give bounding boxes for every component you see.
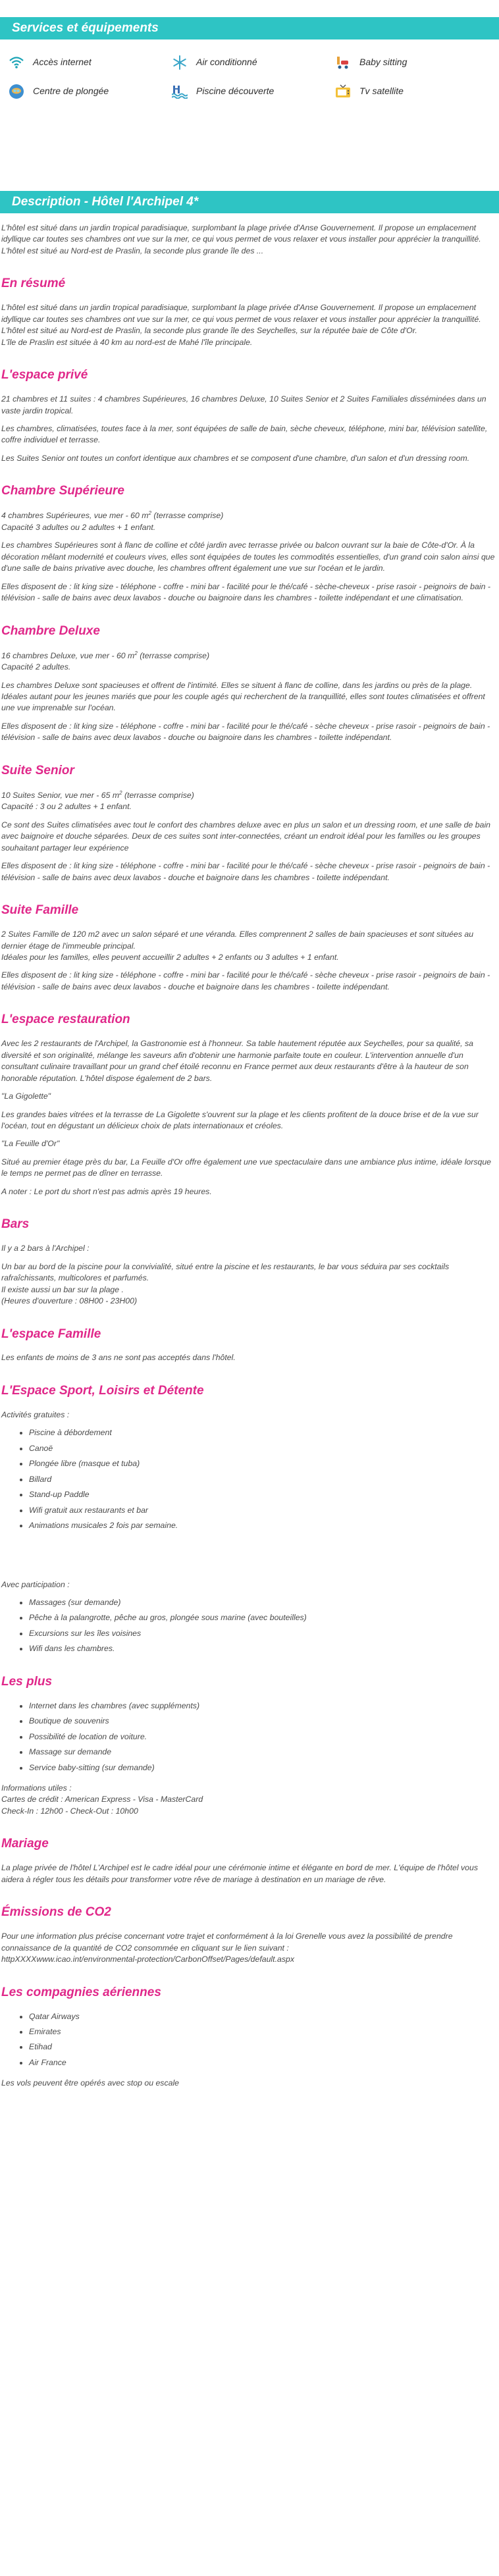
airlines-note: Les vols peuvent être opérés avec stop ou escale	[1, 2078, 180, 2088]
paragraph: Pour une information plus précise concernant votre trajet et conformément à la loi Grenelle vous avez la possibilité de prendre connaissance de la quantité de CO2 consommée en cliquant sur le lien suivant : httpXXXXwww.icao.int/environmental-protection/CarbonOffset/Pages/default.aspx	[1, 1932, 453, 1964]
amenity-label: Piscine découverte	[196, 86, 275, 97]
paragraph: Les enfants de moins de 3 ans ne sont pas acceptés dans l'hôtel.	[1, 1353, 236, 1363]
list-item: • Wifi dans les chambres.	[29, 1643, 498, 1654]
room-spec: 4 chambres Supérieures, vue mer - 60 $m^2$ (terrasse comprise) Capacité 3 adultes ou 2 adultes + 1 enfant.	[1, 510, 224, 532]
paragraph: 21 chambres et 11 suites : 4 chambres Supérieures, 16 chambres Deluxe, 10 Suites Senior et 2 Suites Familiales disséminées dans un vaste jardin tropical.	[1, 394, 486, 415]
airlines-list	[29, 2011, 498, 2069]
amenity-label: Accès internet	[33, 57, 92, 68]
section-heading-suite-famille: Suite Famille	[1, 903, 79, 918]
amenity-baby-sitting	[334, 54, 498, 71]
intro-paragraph: L'hôtel est situé dans un jardin tropical paradisiaque, surplombant la plage privée d'Anse Gouvernement. Il propose un emplacement idyllique car toutes ses chambres ont vue sur la mer, ce qui vous permet de vous relaxer et vous installer pour apprécier la tranquillité. L'hôtel est situé au Nord-est de Praslin, la seconde plus grande île des ...	[1, 223, 481, 255]
amenity-label: Tv satellite	[359, 86, 404, 97]
extras-list	[29, 1700, 498, 1774]
list-item: • Emirates	[29, 2026, 498, 2037]
paid-activities-list	[29, 1597, 498, 1655]
wifi-icon	[8, 54, 25, 71]
amenity-pool	[171, 83, 334, 100]
section-heading-espace-prive: L'espace privé	[1, 368, 88, 382]
amenity-label: Baby sitting	[359, 57, 407, 68]
list-item: • Wifi gratuit aux restaurants et bar	[29, 1505, 498, 1516]
list-item: • Pêche à la palangrotte, pêche au gros, plongée sous marine (avec bouteilles)	[29, 1612, 498, 1623]
list-item: • Qatar Airways	[29, 2011, 498, 2022]
services-title: Services et équipements	[12, 21, 159, 35]
list-item: • Billard	[29, 1474, 498, 1485]
amenity-label: Centre de plongée	[33, 86, 109, 97]
list-item: • Canoë	[29, 1443, 498, 1454]
section-heading-mariage: Mariage	[1, 1837, 49, 1851]
amenities-grid	[0, 39, 499, 191]
co2-link[interactable]: httpXXXXwww.icao.int/environmental-protection/CarbonOffset/Pages/default.aspx	[1, 1955, 294, 1964]
paragraph: Les grandes baies vitrées et la terrasse de La Gigolette s'ouvrent sur la plage et les clients profitent de la douce brise et de la vue sur l'océan, tout en dégustant un délicieux choix de plats internationaux et créoles.	[1, 1109, 479, 1130]
paragraph: Elles disposent de : lit king size - téléphone - coffre - mini bar - facilité pour le thé/café - sèche cheveux - prise rasoir - peignoirs de bain - télévision - salle de bains avec deux lavabos - douche et baignoire dans les chambres - toilette indépendant.	[1, 861, 490, 882]
paragraph: Les chambres Supérieures sont à flanc de colline et côté jardin avec terrasse privée ou balcon ouvrant sur la baie de Côte-d'Or. À la décoration mêlant modernité et couleurs vives, elles sont équipées de toutes les commodités essentielles, d'un grand coin salon ainsi que d'une salle de bains privative avec douche, les chambres offrent également une vue sur l'océan et le jardin.	[1, 540, 495, 573]
paragraph: Les chambres, climatisées, toutes face à la mer, sont équipées de salle de bain, sèche cheveux, téléphone, mini bar, télévision satellite, coffre individuel et terrasse.	[1, 424, 488, 445]
paragraph: Il y a 2 bars à l'Archipel :	[1, 1244, 90, 1253]
description-title-band	[0, 191, 499, 213]
restaurant-name: "La Gigolette"	[1, 1091, 51, 1101]
list-item: • Excursions sur les îles voisines	[29, 1628, 498, 1639]
list-item: • Possibilité de location de voiture.	[29, 1731, 498, 1743]
section-heading-chambre-superieure: Chambre Supérieure	[1, 484, 124, 498]
description-content	[0, 223, 499, 2090]
paragraph: Avec les 2 restaurants de l'Archipel, la Gastronomie est à l'honneur. Sa table hautement réputée aux Seychelles, pour sa qualité, sa diversité et son originalité, mélange les saveurs afin d'obtenir une harmonie parfaite toute en couleur. L'intervention annuelle d'un consultant culinaire travaillant pour un grand chef étoilé reconnu en France permet aux deux restaurants d'être à la hauteur de son honorable réputation. L'hôtel dispose également de 2 bars.	[1, 1039, 473, 1083]
spacer	[1, 1536, 498, 1579]
section-heading-suite-senior: Suite Senior	[1, 763, 74, 777]
paragraph: Ce sont des Suites climatisées avec tout le confort des chambres deluxe avec en plus un salon et un dressing room, et une salle de bain avec baignoire et douche séparées. Deux de ces suites sont inter-connectées, créant un endroit idéal pour les familles ou les groupes souhaitant partager leur expérience	[1, 820, 491, 853]
list-label: Avec participation :	[1, 1579, 70, 1589]
pool-icon	[171, 83, 188, 100]
paragraph: Elles disposent de : lit king size - téléphone - coffre - mini bar - facilité pour le thé/café - sèche-cheveux - prise rasoir - peignoirs de bain - télévision - salle de bains avec deux lavabos - douche ou baignoire dans les chambres - toilette indépendant et une climatisation.	[1, 581, 490, 603]
list-item: • Massage sur demande	[29, 1747, 498, 1758]
room-spec: 10 Suites Senior, vue mer - 65 $m^2$ (terrasse comprise) Capacité : 3 ou 2 adultes + 1 enfant.	[1, 789, 194, 812]
paragraph: A noter : Le port du short n'est pas admis après 19 heures.	[1, 1186, 212, 1196]
list-item: • Etihad	[29, 2041, 498, 2053]
list-item: • Stand-up Paddle	[29, 1489, 498, 1500]
list-item: • Plongée libre (masque et tuba)	[29, 1458, 498, 1469]
list-item: • Service baby-sitting (sur demande)	[29, 1762, 498, 1774]
section-heading-airlines: Les compagnies aériennes	[1, 1985, 161, 1999]
paragraph: Les Suites Senior ont toutes un confort identique aux chambres et se composent d'une chambre, d'un salon et d'un dressing room.	[1, 453, 470, 463]
amenity-air-conditioning	[171, 54, 334, 71]
list-item: • Piscine à débordement	[29, 1427, 498, 1438]
amenity-internet	[8, 54, 171, 71]
description-title: Description - Hôtel l'Archipel 4*	[12, 195, 199, 209]
section-heading-espace-famille: L'espace Famille	[1, 1327, 101, 1341]
resume-paragraph: L'hôtel est situé dans un jardin tropical paradisiaque, surplombant la plage privée d'Anse Gouvernement. Il propose un emplacement idyllique car toutes ses chambres ont vue sur la mer, ce qui vous permet de vous relaxer et vous installer pour apprécier la tranquillité. L'hôtel est situé au Nord-est de Praslin, la seconde plus grande île des Seychelles, sur la réputée baie de Côte d'Or. L'île de Praslin est située à 40 km au nord-est de Mahé l'île principale.	[1, 303, 481, 347]
list-item: • Internet dans les chambres (avec suppléments)	[29, 1700, 498, 1712]
diving-icon	[8, 83, 25, 100]
amenity-satellite-tv	[334, 83, 498, 100]
paragraph: Elles disposent de : lit king size - téléphone - coffre - mini bar - facilité pour le thé/café - sèche cheveux - prise rasoir - peignoirs de bain - télévision - salle de bains avec deux lavabos - douche et baignoire dans les chambres - toilette indépendant.	[1, 970, 490, 991]
paragraph: Elles disposent de : lit king size - téléphone - coffre - mini bar - facilité pour le thé/café - sèche cheveux - prise rasoir - peignoirs de bain - télévision - salle de bains avec deux lavabos - douche ou baignoire dans les chambres - toilette indépendant.	[1, 721, 490, 743]
paragraph: Les chambres Deluxe sont spacieuses et offrent de l'intimité. Elles se situent à flanc de colline, dans les jardins ou près de la plage. Idéales autant pour les jeunes mariés que pour les couple agés qui recherchent de la tranquillité, elles sont toutes climatisées et offrent une vue imprenable sur l'océan.	[1, 680, 485, 713]
free-activities-list	[29, 1427, 498, 1531]
baby-stroller-icon	[334, 54, 352, 71]
useful-info: Informations utiles : Cartes de crédit : American Express - Visa - MasterCard Check-In : 12h00 - Check-Out : 10h00	[1, 1783, 203, 1816]
section-heading-chambre-deluxe: Chambre Deluxe	[1, 623, 100, 638]
tv-icon	[334, 83, 352, 100]
paragraph: Situé au premier étage près du bar, La Feuille d'Or offre également une vue spectaculaire dans une ambiance plus intime, idéale lorsque le temps ne permet pas de dîner en terrasse.	[1, 1157, 492, 1178]
section-heading-co2: Émissions de CO2	[1, 1905, 111, 1920]
section-heading-les-plus: Les plus	[1, 1674, 53, 1689]
list-item: • Air France	[29, 2057, 498, 2068]
section-heading-bars: Bars	[1, 1217, 30, 1232]
room-spec: 16 chambres Deluxe, vue mer - 60 $m^2$ (terrasse comprise) Capacité 2 adultes.	[1, 650, 210, 672]
list-item: • Animations musicales 2 fois par semaine.	[29, 1520, 498, 1531]
paragraph: Un bar au bord de la piscine pour la convivialité, situé entre la piscine et les restaurants, le bar vous séduira par ses cocktails rafraîchissants, multicolores et parfumés. Il existe aussi un bar sur la plage . (Heures d'ouverture : 08H00 - 23H00)	[1, 1261, 450, 1306]
list-item: • Massages (sur demande)	[29, 1597, 498, 1608]
services-title-band	[0, 17, 499, 39]
restaurant-name: "La Feuille d'Or"	[1, 1139, 60, 1149]
paragraph: La plage privée de l'hôtel L'Archipel est le cadre idéal pour une cérémonie intime et élégante en bord de mer. L'équipe de l'hôtel vous aidera à régler tous les détails pour transformer votre rêve de mariage à destination en un mariage de rêve.	[1, 1863, 478, 1884]
paragraph: 2 Suites Famille de 120 m2 avec un salon séparé et une véranda. Elles comprennent 2 salles de bain spacieuses et sont situées au dernier étage de l'immeuble principal. Idéales pour les familles, elles peuvent accueillir 2 adultes + 2 enfants ou 3 adultes + 1 enfant.	[1, 930, 474, 962]
section-heading-resume: En résumé	[1, 276, 66, 291]
amenity-label: Air conditionné	[196, 57, 257, 68]
snowflake-icon	[171, 54, 188, 71]
list-label: Activités gratuites :	[1, 1409, 70, 1419]
section-heading-restauration: L'espace restauration	[1, 1012, 130, 1027]
list-item: • Boutique de souvenirs	[29, 1716, 498, 1727]
amenity-diving	[8, 83, 171, 100]
amenities-row	[8, 50, 499, 75]
amenities-row	[8, 79, 499, 104]
section-heading-sport: L'Espace Sport, Loisirs et Détente	[1, 1383, 204, 1398]
